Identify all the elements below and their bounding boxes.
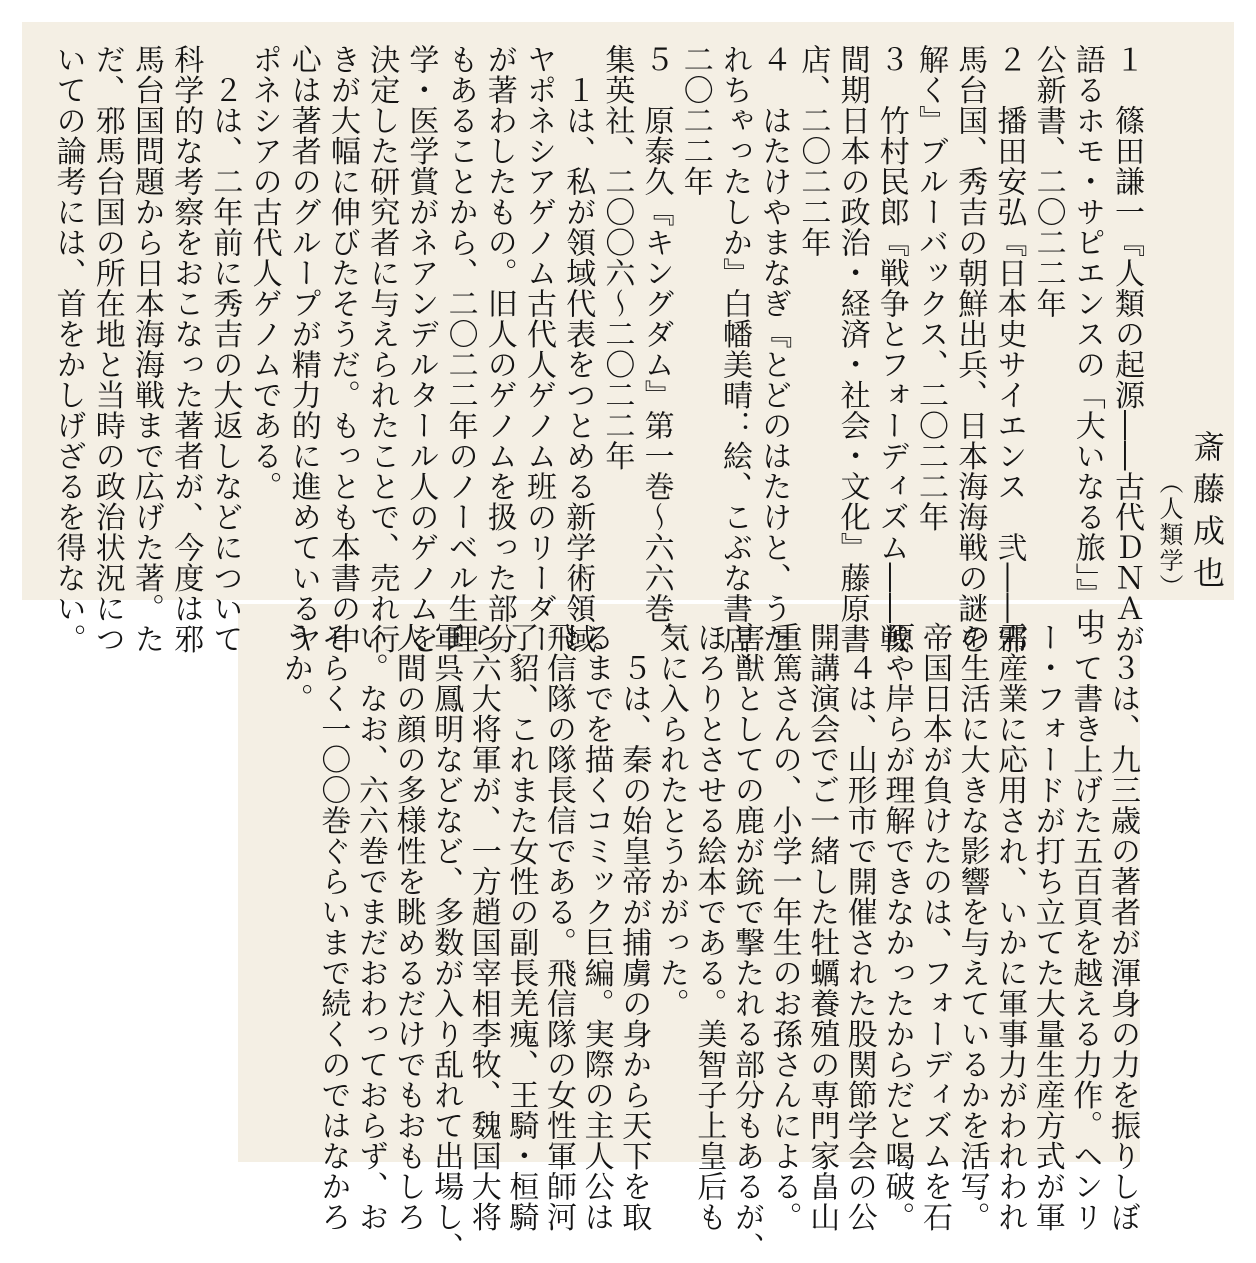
text-column: 了貂、これまた女性の副長羌瘣、王騎・桓騎 xyxy=(503,622,539,1232)
text-column: 決定した研究者に与えられたことで、売れ行 xyxy=(364,44,400,654)
text-column: が著わしたもの。旧人のゲノムを扱った部分 xyxy=(481,44,517,654)
text-column: ら六大将軍が、一方趙国宰相李牧、魏国大将 xyxy=(465,622,501,1232)
text-column: 学・医学賞がネアンデルタール人のゲノムを xyxy=(403,44,439,654)
text-column: そらく一〇〇巻ぐらいまで続くのではなかろ xyxy=(315,622,351,1232)
text-column: ３ 竹村民郎『戦争とフォーディズム――戦 xyxy=(873,44,909,654)
text-column: ヤポネシアゲノム古代人ゲノム班のリーダー xyxy=(521,44,556,654)
text-column: れちゃったしか』白幡美晴：絵、こぶな書店、 xyxy=(717,44,752,685)
text-column: 軍呉鳳明などなど、多数が入り乱れて出場し、 xyxy=(428,622,464,1263)
text-column: うか。 xyxy=(277,622,313,714)
text-column: 馬台国、秀吉の朝鮮出兵、日本海海戦の謎を xyxy=(952,44,988,654)
text-column: ー・フォードが打ち立てた大量生産方式が軍 xyxy=(1029,622,1065,1232)
text-column: ５は、秦の始皇帝が捕虜の身から天下を取 xyxy=(616,622,652,1232)
text-column: 集英社、二〇〇六～二〇二二年 xyxy=(599,44,635,471)
text-column: 帝国日本が負けたのは、フォーディズムを石 xyxy=(917,622,952,1232)
text-column: 飛信隊の隊長信である。飛信隊の女性軍師河 xyxy=(541,622,576,1232)
author-field: （人類学） xyxy=(1155,470,1183,600)
text-column: ３は、九三歳の著者が渾身の力を振りしぼ xyxy=(1105,622,1140,1232)
text-column: 重篤さんの、小学一年生のお孫さんによる。 xyxy=(766,622,802,1232)
text-column: ２ 播田安弘『日本史サイエンス 弐――邪 xyxy=(991,44,1027,654)
text-column: ４は、山形市で開催された股関節学会の公 xyxy=(841,622,877,1232)
text-column: って書き上げた五百頁を越える力作。ヘンリ xyxy=(1067,622,1103,1232)
text-column: い。なお、六六巻でまだおわっておらず、お xyxy=(353,622,388,1232)
text-column: ４ はたけやまなぎ『とどのはたけと、うた xyxy=(756,44,792,654)
text-column: ほろりとさせる絵本である。美智子上皇后も xyxy=(691,622,727,1232)
text-column: ５ 原泰久『キングダム』第一巻～六六巻、 xyxy=(638,44,674,654)
text-column: もあることから、二〇二二年のノーベル生理 xyxy=(442,44,478,654)
text-column: ポネシアの古代人ゲノムである。 xyxy=(246,44,282,502)
text-column: １ 篠田謙一『人類の起源――古代ＤＮＡが xyxy=(1109,44,1144,654)
text-column: ２は、二年前に秀吉の大返しなどについて xyxy=(207,44,243,654)
text-column: 公新書、二〇二二年 xyxy=(1030,44,1066,319)
text-column: 馬台国問題から日本海海戦まで広げた著。た xyxy=(129,44,164,654)
text-column: 心は著者のグループが精力的に進めているヤ xyxy=(285,44,321,654)
text-column: 解く』ブルーバックス、二〇二二年 xyxy=(913,44,948,532)
text-column: 科学的な考察をおこなった著者が、今度は邪 xyxy=(168,44,204,654)
text-column: 語るホモ・サピエンスの「大いなる旅」』中 xyxy=(1069,44,1105,639)
text-column: 気に入られたとうかがった。 xyxy=(653,622,689,1019)
text-column: １は、私が領域代表をつとめる新学術領域 xyxy=(560,44,596,654)
text-column: 人間の顔の多様性を眺めるだけでもおもしろ xyxy=(390,622,426,1232)
text-column: るまでを描くコミック巨編。実際の主人公は xyxy=(578,622,614,1232)
text-column: 開講演会でご一緒した牡蠣養殖の専門家畠山 xyxy=(804,622,840,1232)
text-column: だ、邪馬台国の所在地と当時の政治状況につ xyxy=(89,44,125,654)
text-column: 店、二〇二二年 xyxy=(795,44,831,258)
text-column: の生活に大きな影響を与えているかを活写。 xyxy=(954,622,990,1232)
text-column: 害獣としての鹿が銃で撃たれる部分もあるが、 xyxy=(729,622,764,1263)
text-column: 間期日本の政治・経済・社会・文化』藤原書 xyxy=(834,44,870,654)
text-column: 二〇二二年 xyxy=(677,44,713,197)
text-column: 需産業に応用され、いかに軍事力がわれわれ xyxy=(992,622,1028,1232)
text-column: いての論考には、首をかしげざるを得ない。 xyxy=(50,44,86,654)
text-column: 原や岸らが理解できなかったからだと喝破。 xyxy=(879,622,915,1232)
text-column: きが大幅に伸びたそうだ。もっとも本書の中 xyxy=(325,44,360,654)
author-name: 斎藤成也 xyxy=(1188,430,1226,598)
